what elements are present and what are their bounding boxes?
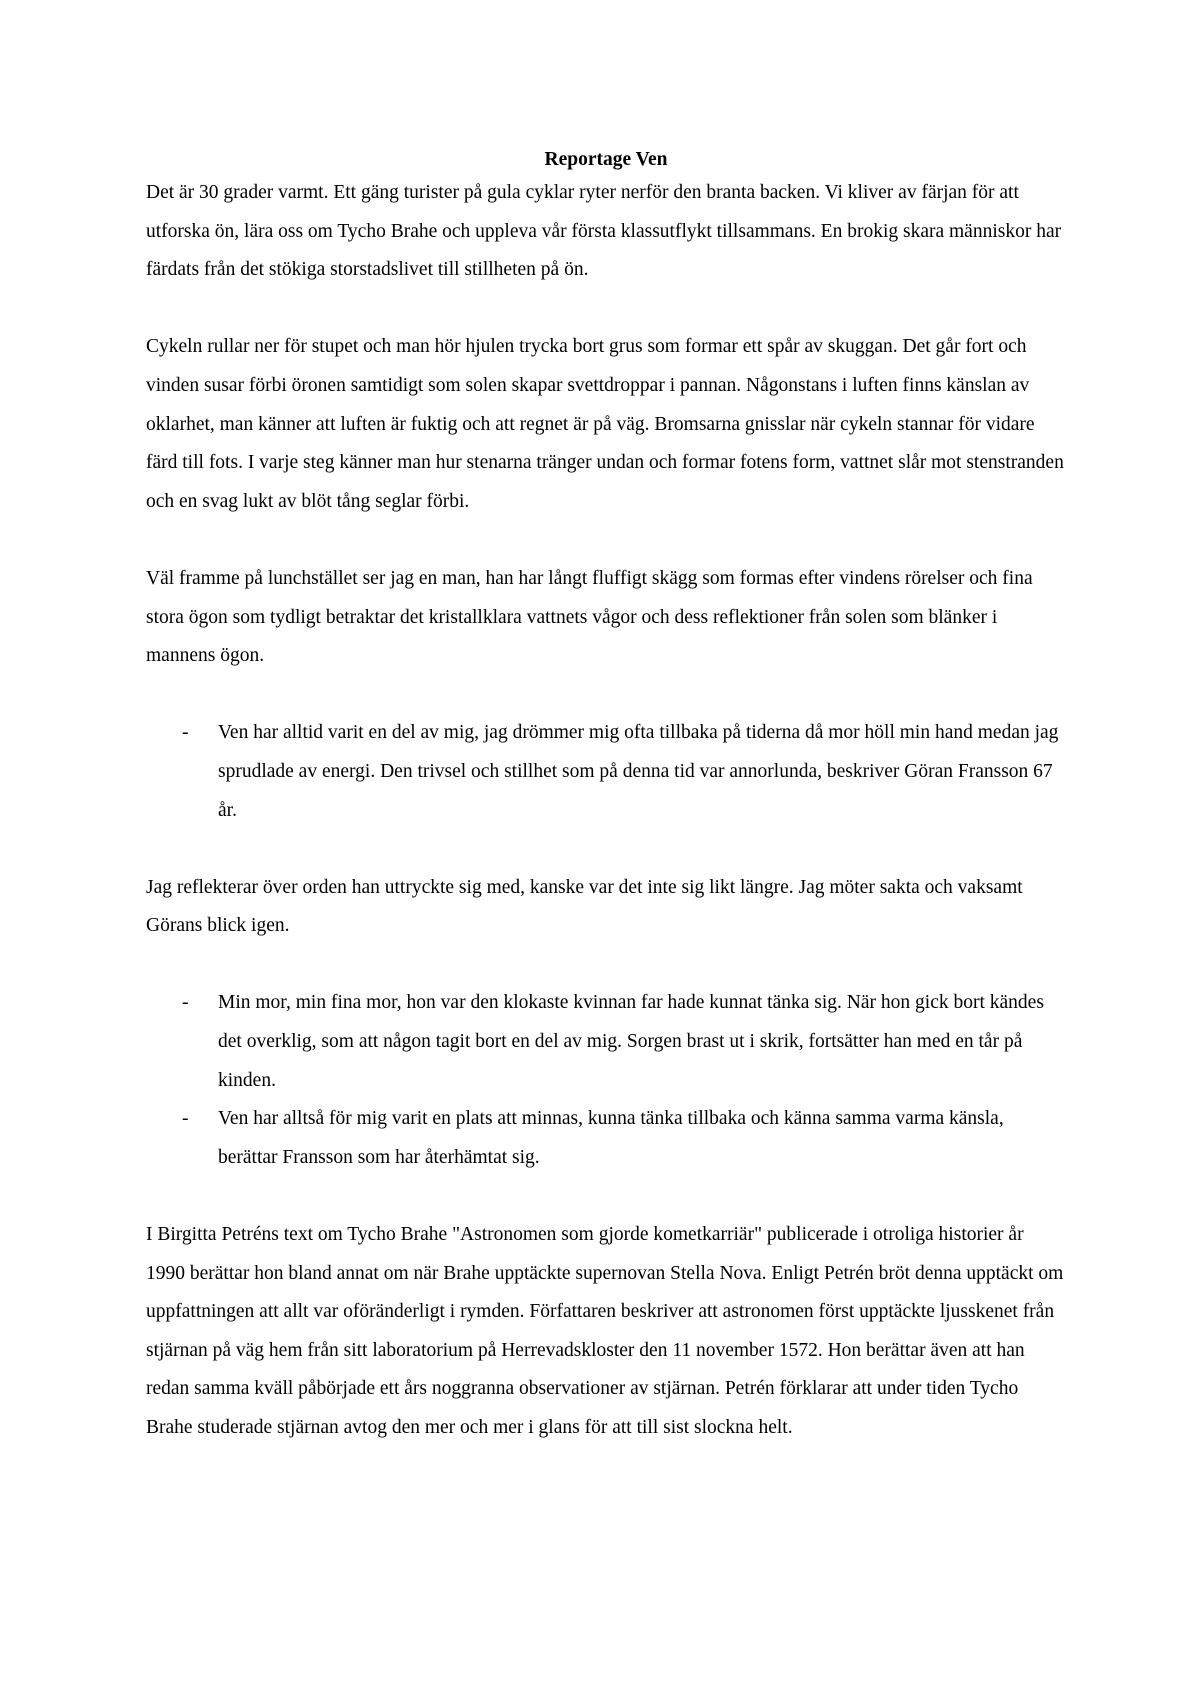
paragraph-petren: I Birgitta Petréns text om Tycho Brahe "Astronomen som gjorde kometkarriär" publicerade i otroliga historier år 1990 berättar hon bland annat om när Brahe upptäckte supernovan Stella Nova. Enligt Petrén bröt denna upptäckt om uppfattningen att allt var oföränderligt i rymden. Författaren beskriver att astronomen först upptäckte ljusskenet från stjärnan på väg hem från sitt laboratorium på Herrevadskloster den 11 november 1572. Hon berättar även att han redan samma kväll påbörjade ett års noggranna observationer av stjärnan. Petrén förklarar att under tiden Tycho Brahe studerade stjärnan avtog den mer och mer i glans för att till sist slockna helt. xyxy=(146,1224,1064,1438)
paragraph-spacer xyxy=(146,676,1066,715)
quote-item xyxy=(146,714,1066,830)
paragraph-spacer xyxy=(146,830,1066,869)
document-title: Reportage Ven xyxy=(544,149,668,170)
dash-marker: - xyxy=(182,1108,189,1130)
paragraph-reflection: Jag reflekterar över orden han uttryckte sig med, kanske var det inte sig likt längre. Jag möter sakta och vaksamt Görans blick igen. xyxy=(146,876,1023,937)
paragraph-cycling: Cykeln rullar ner för stupet och man hör hjulen trycka bort grus som formar ett spår av skuggan. Det går fort och vinden susar förbi öronen samtidigt som solen skapar svettdroppar i pannan. Någonstans i luften finns känslan av oklarhet, man känner att luften är fuktig och att regnet är på väg. Bromsarna gnisslar när cykeln stannar för vidare färd till fots. I varje steg känner man hur stenarna tränger undan och formar fotens form, vattnet slår mot stenstranden och en svag lukt av blöt tång seglar förbi. xyxy=(146,336,1064,512)
paragraph-intro: Det är 30 grader varmt. Ett gäng turister på gula cyklar ryter nerför den branta backen. Vi kliver av färjan för att utforska ön, lära oss om Tycho Brahe och uppleva vår första klassutflykt tillsammans. En brokig skara människor har färdats från det stökiga storstadslivet till stillheten på ön. xyxy=(146,182,1062,281)
document-body xyxy=(146,146,1066,1448)
paragraph-spacer xyxy=(146,946,1066,985)
paragraph-man: Väl framme på lunchstället ser jag en man, han har långt fluffigt skägg som formas efter vindens rörelser och fina stora ögon som tydligt betraktar det kristallklara vattnets vågor och dess reflektioner från solen som blänker i mannens ögon. xyxy=(146,567,1033,667)
quote-item xyxy=(146,1100,1066,1177)
quote-text: Ven har alltså för mig varit en plats att minnas, kunna tänka tillbaka och känna samma varma känsla, berättar Fransson som har återhämtat sig. xyxy=(218,1108,1004,1168)
paragraph-spacer xyxy=(146,521,1066,560)
paragraph-spacer xyxy=(146,1177,1066,1216)
quote-list-2 xyxy=(146,984,1066,1177)
quote-text: Min mor, min fina mor, hon var den klokaste kvinnan far hade kunnat tänka sig. När hon gick bort kändes det overklig, som att någon tagit bort en del av mig. Sorgen brast ut i skrik, fortsätter han med en tår på kinden. xyxy=(218,992,1044,1091)
quote-list-1 xyxy=(146,714,1066,830)
quote-item xyxy=(146,984,1066,1100)
dash-marker: - xyxy=(182,722,189,744)
quote-text: Ven har alltid varit en del av mig, jag drömmer mig ofta tillbaka på tiderna då mor höll min hand medan jag sprudlade av energi. Den trivsel och stillhet som på denna tid var annorlunda, beskriver Göran Fransson 67 år. xyxy=(218,722,1059,821)
dash-marker: - xyxy=(182,992,189,1014)
paragraph-spacer xyxy=(146,290,1066,329)
